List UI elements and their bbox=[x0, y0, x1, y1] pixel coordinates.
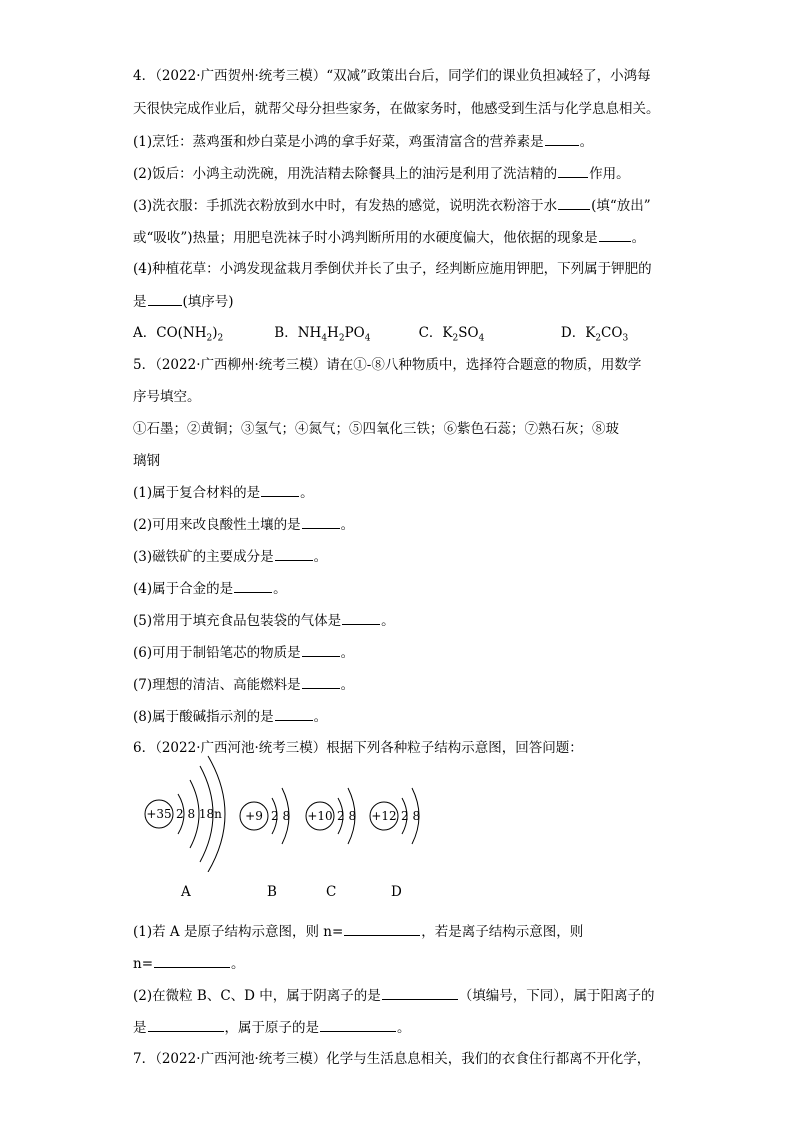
q6-part2-line2: 是 ，属于原子的是 。 bbox=[133, 1017, 411, 1038]
q5-stem-line1: 5．（2022·广西柳州·统考三模）请在①-⑧八种物质中，选择符合题意的物质，用数学 bbox=[133, 357, 642, 373]
q4-part3-hint: (填“放出” bbox=[591, 198, 651, 214]
atom-b-nucleus: +9 bbox=[245, 809, 263, 823]
q4-part3-text2: 或“吸收”)热量；用肥皂洗袜子时小鸿判断所用的水硬度偏大，他依据的现象是 bbox=[133, 230, 598, 246]
q5-list-line1: ①石墨；②黄铜；③氢气；④氮气；⑤四氧化三铁；⑥紫色石蕊；⑦熟石灰；⑧玻 bbox=[133, 421, 619, 437]
q5-blank-6[interactable] bbox=[302, 642, 340, 657]
q6-blank-anion[interactable] bbox=[382, 985, 458, 1000]
atom-c-label: C bbox=[326, 884, 337, 900]
atom-a-nucleus: +35 bbox=[146, 807, 172, 821]
q4-part1 bbox=[133, 131, 593, 152]
q4-part3-line2 bbox=[133, 227, 645, 248]
q5-list-line2: 璃钢 bbox=[133, 453, 160, 469]
q4-part2-blank[interactable] bbox=[558, 163, 588, 178]
atom-d-nucleus: +12 bbox=[371, 809, 397, 823]
q4-part2 bbox=[133, 163, 630, 184]
q6-part1-line1: (1)若 A 是原子结构示意图，则 n= ，若是离子结构示意图，则 bbox=[133, 921, 583, 942]
q6-stem: 6．（2022·广西河池·统考三模）根据下列各种粒子结构示意图，回答问题： bbox=[133, 740, 583, 756]
q7-stem: 7．（2022·广西河池·统考三模）化学与生活息息相关，我们的衣食住行都离不开化学， bbox=[133, 1051, 651, 1067]
atom-a-shells: 2 8 18n bbox=[176, 807, 222, 821]
q4-part1-blank[interactable] bbox=[545, 131, 579, 146]
q4-part1-end: 。 bbox=[579, 134, 594, 150]
q5-blank-4[interactable] bbox=[234, 578, 272, 593]
q6-blank-atom[interactable] bbox=[320, 1017, 396, 1032]
atom-a-label: A bbox=[181, 884, 191, 900]
q4-choice-a[interactable]: A．$CO(NH_2)_2$ bbox=[133, 325, 224, 344]
q5-blank-3[interactable] bbox=[275, 546, 313, 561]
q6-part2-line1: (2)在微粒 B、C、D 中，属于阴离子的是 （填编号，下同），属于阳离子的 bbox=[133, 985, 655, 1006]
q6-part1-line2: n= 。 bbox=[133, 953, 245, 974]
q4-stem-line2: 天很快完成作业后，就帮父母分担些家务，在做家务时，他感受到生活与化学息息相关。 bbox=[133, 101, 660, 117]
q4-choice-c[interactable]: C．$K_2SO_4$ bbox=[418, 325, 485, 344]
q4-stem-line1: 4．（2022·广西贺州·统考三模）“双减”政策出台后，同学们的课业负担减轻了，小鸿每 bbox=[133, 68, 651, 84]
q4-choice-b[interactable]: B．$NH_4H_2PO_4$ bbox=[274, 325, 371, 344]
atom-b-shells: 2 8 bbox=[271, 809, 291, 823]
atom-b-label: B bbox=[267, 884, 277, 900]
q5-item-8: (8)属于酸碱指示剂的是 。 bbox=[133, 706, 327, 727]
q6-blank-cation[interactable] bbox=[148, 1017, 224, 1032]
q5-item-7: (7)理想的清洁、高能燃料是 。 bbox=[133, 674, 354, 695]
q4-part2-end: 作用。 bbox=[589, 166, 630, 182]
q4-part4-text: 是 bbox=[133, 294, 147, 310]
q4-part3-blank2[interactable] bbox=[599, 227, 631, 242]
q5-item-5: (5)常用于填充食品包装袋的气体是 。 bbox=[133, 610, 395, 631]
q4-part3-end: 。 bbox=[631, 230, 646, 246]
atom-c-nucleus: +10 bbox=[307, 809, 333, 823]
q4-choice-d[interactable]: D．$K_2CO_3$ bbox=[560, 325, 629, 344]
q5-blank-5[interactable] bbox=[342, 610, 380, 625]
particle-structure-diagrams bbox=[138, 752, 468, 872]
q5-item-6: (6)可用于制铅笔芯的物质是 。 bbox=[133, 642, 354, 663]
atom-d-shells: 2 8 bbox=[401, 809, 421, 823]
q5-blank-1[interactable] bbox=[261, 482, 299, 497]
q4-part4-line1: (4)种植花草：小鸿发现盆栽月季倒伏并长了虫子，经判断应施用钾肥，下列属于钾肥的 bbox=[133, 261, 652, 277]
q4-part3-text: (3)洗衣服：手抓洗衣粉放到水中时，有发热的感觉，说明洗衣粉溶于水 bbox=[133, 198, 558, 214]
q4-part3-line1 bbox=[133, 195, 651, 216]
q6-blank-n-atom[interactable] bbox=[344, 921, 420, 936]
q5-stem-line2: 序号填空。 bbox=[133, 389, 201, 405]
q5-blank-7[interactable] bbox=[302, 674, 340, 689]
q6-blank-n-ion[interactable] bbox=[154, 953, 230, 968]
q5-item-3: (3)磁铁矿的主要成分是 。 bbox=[133, 546, 327, 567]
atom-d-label: D bbox=[391, 884, 402, 900]
q5-blank-8[interactable] bbox=[275, 706, 313, 721]
q5-blank-2[interactable] bbox=[302, 514, 340, 529]
q4-part2-text: (2)饭后：小鸿主动洗碗，用洗洁精去除餐具上的油污是利用了洗洁精的 bbox=[133, 166, 558, 182]
q4-choices bbox=[133, 323, 628, 349]
atom-c-shells: 2 8 bbox=[337, 809, 357, 823]
q4-part4-hint: (填序号) bbox=[182, 294, 234, 310]
q4-part4-line2 bbox=[133, 291, 234, 312]
q4-part4-blank[interactable] bbox=[148, 291, 182, 306]
q4-part3-blank1[interactable] bbox=[558, 195, 590, 210]
q5-item-2: (2)可用来改良酸性土壤的是 。 bbox=[133, 514, 354, 535]
q5-item-1: (1)属于复合材料的是 。 bbox=[133, 482, 314, 503]
q4-part1-text: (1)烹饪：蒸鸡蛋和炒白菜是小鸿的拿手好菜，鸡蛋清富含的营养素是 bbox=[133, 134, 544, 150]
q5-item-4: (4)属于合金的是 。 bbox=[133, 578, 287, 599]
